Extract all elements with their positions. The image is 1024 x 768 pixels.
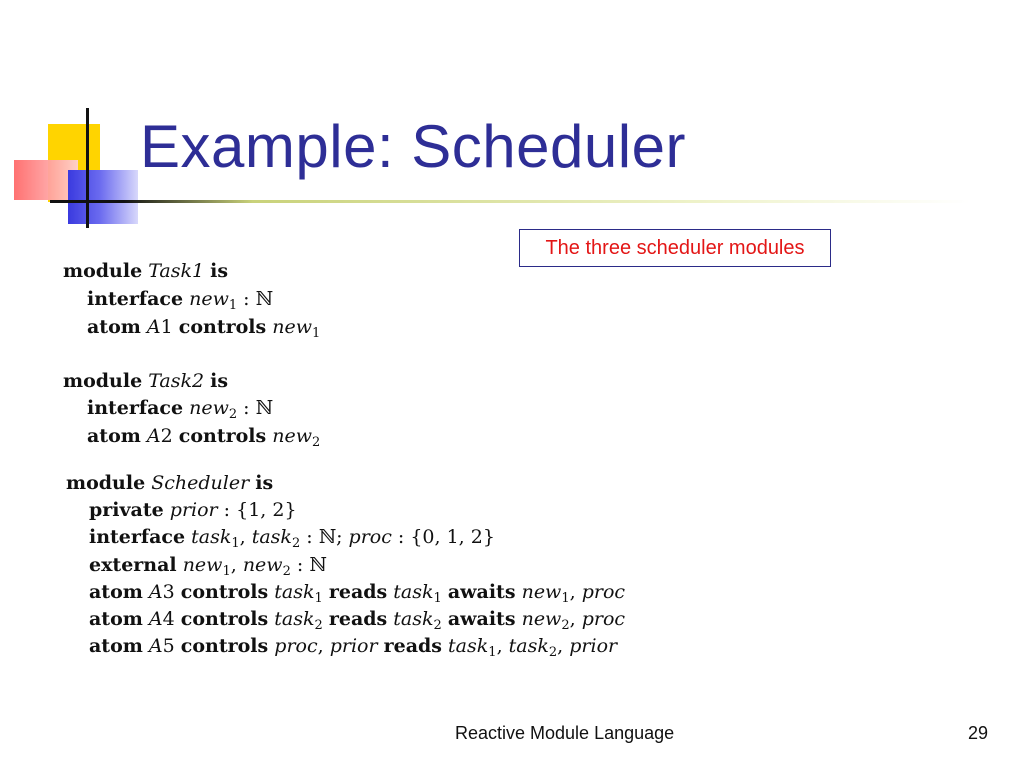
- callout-box: The three scheduler modules: [519, 229, 831, 267]
- code-line: interface task$_1$, task$_2$ : ℕ; proc : {0, 1, 2}: [89, 526, 495, 551]
- title-underline-rule: [50, 200, 970, 203]
- code-line: atom A4 controls task$_2$ reads task$_2$ awaits new$_2$, proc: [89, 608, 626, 633]
- footer-title: Reactive Module Language: [455, 723, 675, 743]
- code-line: module Scheduler is: [66, 472, 274, 494]
- code-line: atom A2 controls new$_2$: [87, 425, 321, 450]
- code-line: private prior : {1, 2}: [89, 499, 297, 521]
- deco-vertical-rule: [86, 108, 89, 228]
- code-line: external new$_1$, new$_2$ : ℕ: [89, 554, 327, 579]
- slide-title: Example: Scheduler: [140, 113, 686, 180]
- code-line: module Task1 is: [63, 260, 229, 282]
- code-line: atom A1 controls new$_1$: [87, 316, 321, 341]
- page-number: 29: [968, 723, 989, 743]
- deco-blue-square: [68, 170, 138, 224]
- code-line: atom A5 controls proc, prior reads task$_1$, task$_2$, prior: [89, 635, 618, 660]
- code-line: interface new$_1$ : ℕ: [87, 288, 273, 313]
- code-line: module Task2 is: [63, 370, 229, 392]
- code-line: interface new$_2$ : ℕ: [87, 397, 273, 422]
- code-line: atom A3 controls task$_1$ reads task$_1$ awaits new$_1$, proc: [89, 581, 626, 606]
